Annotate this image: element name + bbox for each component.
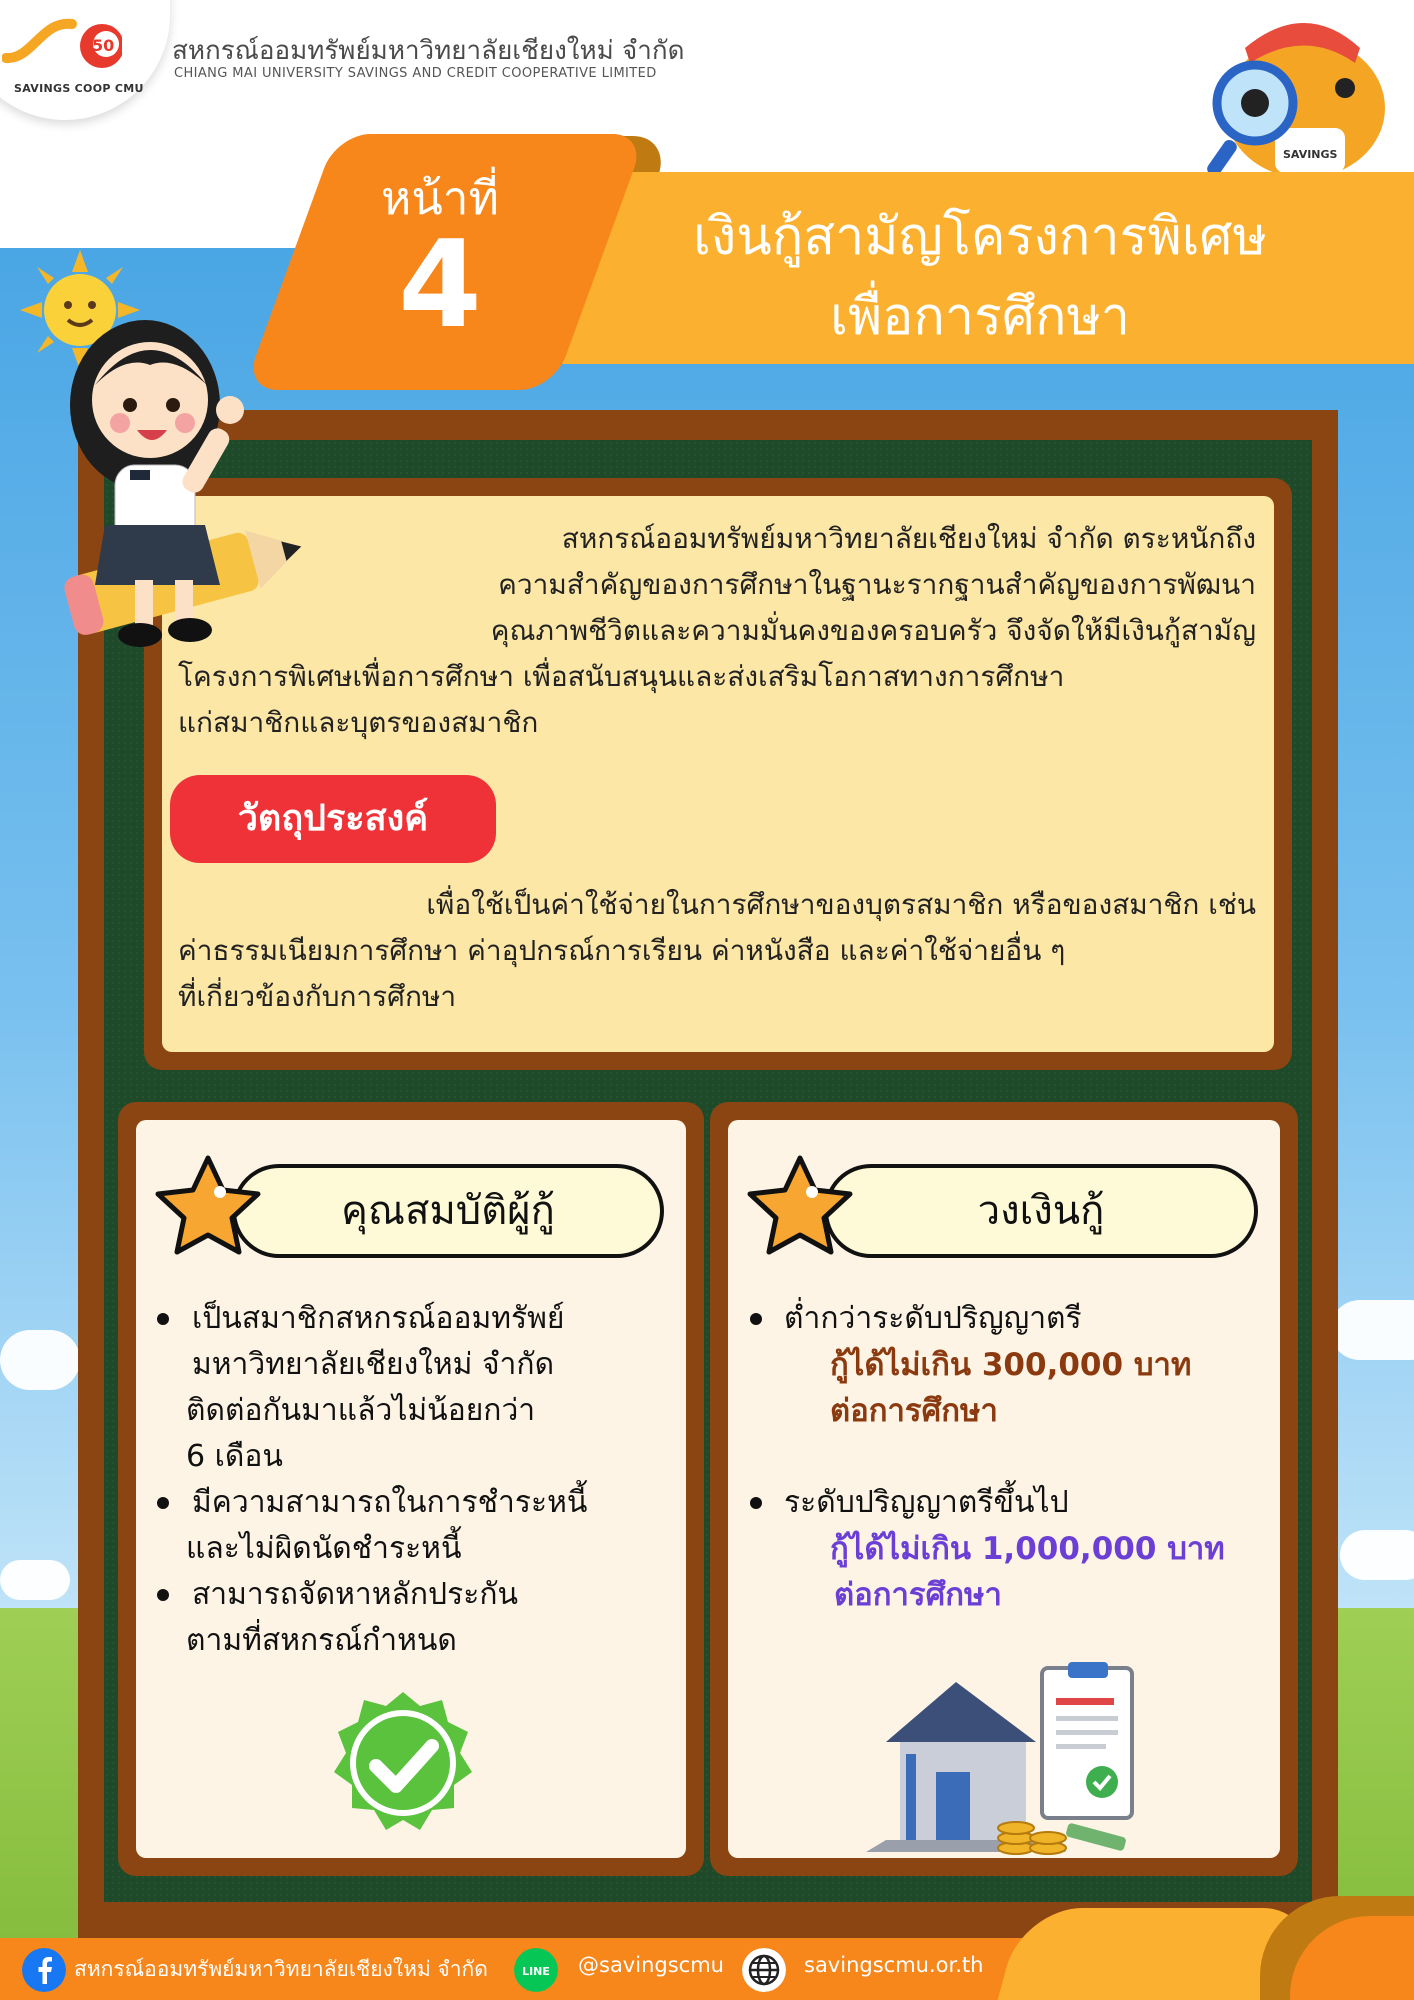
- coop-logo-icon: [2, 14, 122, 74]
- logo-caption: SAVINGS COOP CMU: [14, 82, 144, 95]
- objective-line: ค่าธรรมเนียมการศึกษา ค่าอุปกรณ์การเรียน ค่าหนังสือ และค่าใช้จ่ายอื่น ๆ: [178, 934, 1066, 967]
- girl-on-pencil-illustration: [55, 295, 325, 655]
- svg-text:LINE: LINE: [522, 1965, 550, 1978]
- title-line-2: เพื่อการศึกษา: [830, 287, 1130, 347]
- title-line-1: เงินกู้สามัญโครงการพิเศษ: [693, 207, 1267, 267]
- page-number: 4: [398, 216, 482, 355]
- qualification-line: มีความสามารถในการชำระหนี้: [192, 1485, 588, 1520]
- star-icon: [744, 1152, 856, 1258]
- qualification-line: 6 เดือน: [186, 1439, 283, 1474]
- cloud: [1330, 1300, 1414, 1360]
- cloud: [1340, 1530, 1414, 1580]
- globe-icon[interactable]: [742, 1948, 786, 1992]
- limit-level: ระดับปริญญาตรีขึ้นไป: [784, 1485, 1069, 1520]
- cloud: [0, 1330, 80, 1390]
- house-and-document-illustration: [866, 1662, 1146, 1862]
- line-icon[interactable]: [514, 1948, 558, 1992]
- check-badge-icon: [328, 1688, 478, 1838]
- bullet: [157, 1589, 169, 1601]
- limit-amount: กู้ได้ไม่เกิน 300,000 บาท: [830, 1347, 1192, 1383]
- limit-level: ต่ำกว่าระดับปริญญาตรี: [784, 1301, 1082, 1336]
- bullet: [157, 1313, 169, 1325]
- intro-line: ความสำคัญของการศึกษาในฐานะรากฐานสำคัญของการพัฒนา: [498, 568, 1256, 601]
- qualifications-heading: คุณสมบัติผู้กู้: [232, 1164, 664, 1258]
- limits-heading: วงเงินกู้: [824, 1164, 1258, 1258]
- intro-line: สหกรณ์ออมทรัพย์มหาวิทยาลัยเชียงใหม่ จำกัด ตระหนักถึง: [561, 522, 1256, 555]
- bullet: [750, 1313, 762, 1325]
- intro-line: โครงการพิเศษเพื่อการศึกษา เพื่อสนับสนุนและส่งเสริมโอกาสทางการศึกษา: [178, 660, 1065, 693]
- facebook-link[interactable]: สหกรณ์ออมทรัพย์มหาวิทยาลัยเชียงใหม่ จำกัด: [74, 1957, 488, 1981]
- cloud: [0, 1560, 70, 1600]
- intro-line: แก่สมาชิกและบุตรของสมาชิก: [178, 706, 539, 739]
- mascot-with-magnifier-icon: [1185, 8, 1405, 173]
- qualification-line: และไม่ผิดนัดชำระหนี้: [186, 1531, 462, 1566]
- qualification-line: สามารถจัดหาหลักประกัน: [192, 1577, 519, 1612]
- star-icon: [152, 1152, 264, 1258]
- limit-amount-unit: ต่อการศึกษา: [830, 1393, 998, 1429]
- svg-text:SAVINGS: SAVINGS: [1283, 148, 1338, 161]
- qualification-line: มหาวิทยาลัยเชียงใหม่ จำกัด: [192, 1347, 555, 1382]
- svg-text:50: 50: [92, 36, 115, 55]
- facebook-icon[interactable]: [22, 1948, 66, 1992]
- qualification-line: ตามที่สหกรณ์กำหนด: [186, 1623, 457, 1658]
- org-name-th: สหกรณ์ออมทรัพย์มหาวิทยาลัยเชียงใหม่ จำกัด: [172, 36, 685, 66]
- bullet: [157, 1497, 169, 1509]
- page-label: หน้าที่: [381, 171, 499, 225]
- qualification-line: เป็นสมาชิกสหกรณ์ออมทรัพย์: [192, 1301, 565, 1336]
- line-link[interactable]: @savingscmu: [578, 1953, 724, 1977]
- org-name-en: CHIANG MAI UNIVERSITY SAVINGS AND CREDIT COOPERATIVE LIMITED: [174, 66, 657, 81]
- qualification-line: ติดต่อกันมาแล้วไม่น้อยกว่า: [186, 1393, 536, 1428]
- intro-line: คุณภาพชีวิตและความมั่นคงของครอบครัว จึงจัดให้มีเงินกู้สามัญ: [490, 614, 1256, 647]
- objective-line: ที่เกี่ยวข้องกับการศึกษา: [178, 980, 457, 1013]
- objective-line: เพื่อใช้เป็นค่าใช้จ่ายในการศึกษาของบุตรสมาชิก หรือของสมาชิก เช่น: [426, 888, 1256, 921]
- limit-amount: กู้ได้ไม่เกิน 1,000,000 บาท: [830, 1531, 1225, 1567]
- objective-heading: วัตถุประสงค์: [170, 775, 496, 863]
- limit-amount-unit: ต่อการศึกษา: [834, 1577, 1002, 1613]
- bullet: [750, 1497, 762, 1509]
- website-link[interactable]: savingscmu.or.th: [804, 1953, 984, 1977]
